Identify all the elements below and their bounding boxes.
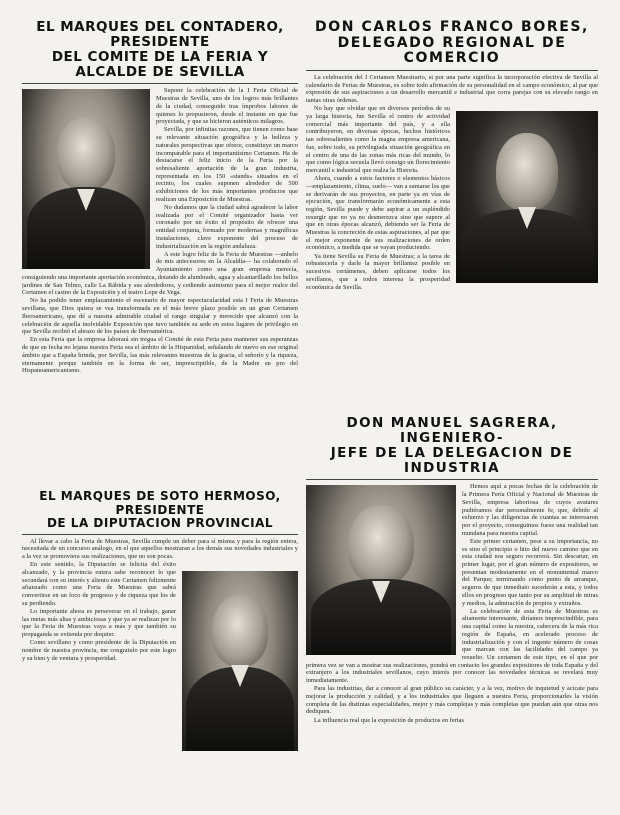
- sagrera-paragraph: Este primer certamen, pese a su importancia, no es sino el principio o hito del nuevo camino que en esta ciudad nos seguro recorrerá. Sin descartar, en primer lugar, por el gran número de expositores, se presentan modestamente en el monumental marco del Parque; terminando como punto de arranque, seguros de que inmediato sucederán a esta, y todos ellos en progreso que tanto por su amplitud de miras y medios, la admiración de propios y extraños.: [462, 537, 598, 607]
- contadero-headline-line1: EL MARQUES DEL CONTADERO, PRESIDENTE: [36, 19, 284, 51]
- contadero-article-body: [22, 87, 298, 482]
- contadero-paragraph: Supone la celebración de la I Feria Oficial de Muestras de Sevilla, uno de los logros más brillantes de la ciudad, conseguido tras ímprobos labores de quienes lo propusieron, desde el instante en que fue proyectada, y que se hicieron auténticos milagros.: [156, 87, 298, 126]
- sagrera-headline-line3: INDUSTRIA: [404, 460, 500, 477]
- sagrera-paragraph: Para las industrias, dar a conocer al gran público su carácter, y a la vez, motivo de inquietud y acicate para mejorar la producción y calidad, y a los industriales que lleguen a nuestra Feria, proporcionarles la visión completa de las distintas especialidades, mejor y más complejas y más completas que puedan aún que otras nos dediquen.: [306, 685, 598, 716]
- franco-paragraph: Ya tiene Sevilla su Feria de Muestras; a la tarea de robustecerla y darle la mayor brillantez posible en sucesivos certámenes, deben aplicarse todos los sevillanos, que a todos interesa la prosperidad económica de Sevilla.: [306, 252, 450, 291]
- soto-headline: [22, 490, 298, 530]
- contadero-paragraph: A este logro feliz de la Feria de Muestras —anhelo de mis antecesores en la Alcaldía— ha colaborado el Ayuntamiento como una gran empresa merecía, consiguiendo una importante aportación económica, dotando de alumbrado, agua y alcantarillado los bellos jardines de San Telmo, calle La Rábida y sus alrededores, y cediendo asimismo para el mejor realce del Certamen el casino de la Exposición y el teatro Lope de Vega.: [22, 250, 298, 297]
- soto-article-body: [22, 538, 298, 815]
- soto-paragraph: En este sentido, la Diputación se felicita del éxito alcanzado, y la provincia entera sabe reconocer lo que secundará con su interés y aliento este Certamen felizmente afianzado como una Feria de Muestras que sabrá convertirse en un foco de progreso y de riqueza que los de su perdiendo.: [22, 561, 176, 607]
- contadero-paragraph: No dudamos que la ciudad sabrá agradecer la labor realizada por el Comité organizador hasta ver coronado por un éxito el propósito de ofrecer una entidad conjunta, formado por modernas y magníficas instalaciones, clave exponente del proceso de industrialización en la región andaluza.: [156, 203, 298, 250]
- headline-rule: [306, 70, 598, 71]
- franco-paragraph: No hay que olvidar que en diversos períodos de su ya larga historia, fue Sevilla el centro de actividad comercial más importante del país, y a ella contribuyeron, en diversas épocas, hechos históricos tan sobresalientes como la magna empresa americana, fue, sobre todo, su privilegiada situación geográfica en el centro de una de las zonas más ricas del mundo, lo que como lógica secuela llevó consigo un florecimiento mercantil e industrial que realza la Historia.: [306, 105, 450, 174]
- sagrera-article-body: [306, 483, 598, 813]
- sagrera-portrait-photo: [306, 485, 456, 655]
- franco-paragraph: Ahora, cuando a estos factores o elementos básicos —emplazamiento, clima, suelo— van a sumarse los que se derivarán de sus proyectos, en parte ya en vías de ejecución, que transformarán económicamente a esta región, Sevilla puede y debe aspirar a un espléndido resurgir que no ya no desmerezca sino que supere al que en otras épocas alcanzó, debiendo ser la Feria de Muestras la concreción de estas aspiraciones, al par que el mejor exponente de sus realizaciones de orden económico, a medida que se vayan produciendo.: [306, 175, 451, 252]
- contadero-paragraph: Sevilla, por infinitas razones, que tienen como base su relevante situación geográfica y la belleza y naturales perspectivas que ofrece, constituye un marco incomparable para el importantísimo Certamen. Ha de destacarse el feliz inicio de la Feria por la sobresaliente aportación de la gran industria, representada en los 150 «stands» situados en el recinto, los cuales suponen alrededor de 500 exhibiciones de los más importantes productos que realizan una Exposición de Muestras.: [156, 126, 298, 203]
- headline-rule: [22, 83, 298, 84]
- soto-paragraph: Como sevillano y como presidente de la Diputación en nombre de nuestra provincia, me congratulo por este logro y su bien y de ventura y prosperidad.: [22, 639, 176, 662]
- franco-headline: [306, 20, 598, 67]
- contadero-paragraph: En esta Feria que la empresa laborará sin tregua el Comité de esta Feria para mantener sus esperanzas de que en fecha no lejana nuestra Feria sea el ámbito de la Hispanidad, señalando de nuevo en ese original ámbito que a España brinda, por Sevilla, las más relevantes muestras de la gracia, el señorío y la riqueza, eternamente porque también en la forma de ser, imprescriptible, de la Madre en pro del Hispanoamericanismo.: [22, 336, 298, 375]
- sagrera-paragraph: Hemos aquí a pocas fechas de la celebración de la Primera Feria Oficial y Nacional de Muestras de Sevilla, empresa laboriosa de cuyos avatares pudiéramos dar personalmente fe, que, debido al esfuerzo y las diligencias de cuantas se interesaron por el proyecto, conseguimos fuese una realidad tan mundana para nuestra capital.: [462, 483, 598, 537]
- franco-article-body: [306, 74, 598, 404]
- left-column: [22, 20, 298, 815]
- soto-headline-line2: DE LA DIPUTACION PROVINCIAL: [46, 516, 274, 531]
- contadero-headline-line2: DEL COMITE DE LA FERIA Y ALCALDE DE SEVILLA: [51, 49, 269, 81]
- sagrera-paragraph: La celebración de esta Feria de Muestras es altamente interesante, diríamos imprescindible, para una capital como la nuestra, cabecera de la más rica región de España, en acelerado proceso de industrialización y con el ingente número de cosas que marcan con las facilidades del campo ya resuelto. Un certamen de este tipo, en el que por primera vez se van a mostrar sus realizaciones, pondrá en contacto los grandes expositores de toda España y del extranjero a los industriales sevillanos, cuyo interés por conocer las novedades técnicas se revelará muy inmediatamente.: [306, 607, 598, 685]
- contadero-headline: [22, 20, 298, 80]
- headline-rule: [22, 534, 298, 535]
- sagrera-paragraph: La influencia real que la exposición de productos en ferias: [314, 716, 464, 724]
- right-column: [306, 20, 598, 813]
- soto-paragraph: Al llevar a cabo la Feria de Muestras, Sevilla cumple un deber para sí misma y para la región entera, necesitada de un concurso análogo, en el que aquellos mostraran a los demás sus novedades industriales y a la vez se promoviera sus realizaciones, que no son pocas.: [22, 537, 298, 561]
- sagrera-headline: [306, 416, 598, 476]
- headline-rule: [306, 479, 598, 480]
- franco-paragraph: La celebración del I Certamen Muestrario, si por una parte significa la incorporación efectiva de Sevilla al calendario de Ferias de Muestras, es sobre todo afirmación de su personalidad en el campo económico, al par que expresión de sus aspiraciones a un desarrollo mercantil e industrial que corra parejas con su elevado rango en tantas otras órdenes.: [306, 74, 598, 105]
- soto-portrait-photo: [182, 571, 298, 751]
- soto-headline-line1: EL MARQUES DE SOTO HERMOSO, PRESIDENTE: [39, 489, 281, 517]
- soto-paragraph: Lo importante ahora es perseverar en el trabajo, ganar las metas más altas y ambiciosas y que ya se realizan por lo que la Feria de Muestras vaya a más y que también su propaganda se extienda por doquier.: [22, 608, 176, 639]
- contadero-portrait-photo: [22, 89, 150, 269]
- franco-headline-line1: DON CARLOS FRANCO BORES,: [315, 19, 589, 35]
- franco-portrait-photo: [456, 111, 598, 283]
- sagrera-headline-line1: DON MANUEL SAGRERA, INGENIERO-: [346, 415, 558, 447]
- franco-headline-line2: DELEGADO REGIONAL DE COMERCIO: [337, 34, 567, 67]
- contadero-paragraph: No ha podido tener emplazamiento el escenario de mayor espectacularidad esta I Feria de Muestras sevillana, que Dios quiera se vea transformada en el más breve plazo posible en un gran Certamen Iberoamericano, que dé a nuestra admirable ciudad el rango singular y merecido que alcanzó con la celebración de aquella inolvidable Exposición que tuvo también su sede en estos lugares de privilegio en que Sevilla recibió el abrazo de los países de Iberoamérica.: [22, 297, 298, 336]
- sagrera-headline-line2: JEFE DE LA DELEGACION DE: [330, 445, 574, 462]
